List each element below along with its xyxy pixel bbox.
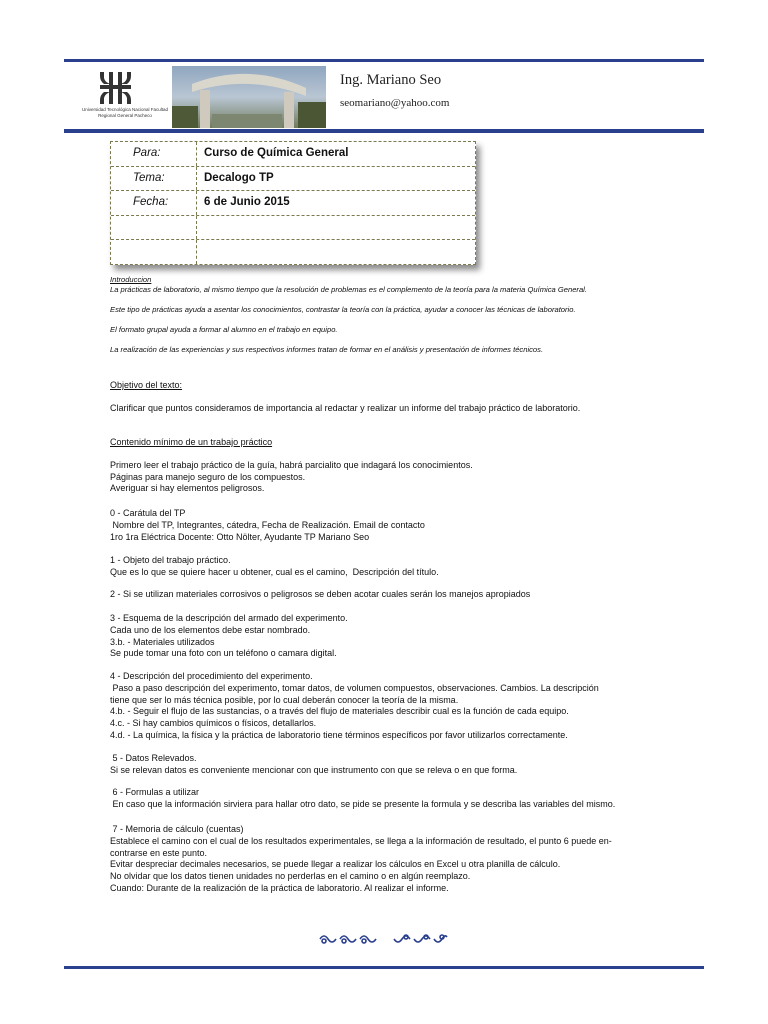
introduction-paragraph: El formato grupal ayuda a formar al alumno en el trabajo en equipo. [110,325,338,334]
section-line: En caso que la información sirviera para hallar otro dato, se pide se presente la formula y se describa las variables del mismo. [110,798,616,809]
section-heading: 6 - Formulas a utilizar [110,787,200,797]
section-5 [110,753,710,777]
section-1 [110,555,710,579]
section-heading: 2 - Si se utilizan materiales corrosivos o peligrosos se deben acotar cuales serán los manejos apropiados [110,589,531,599]
memo-label [111,216,197,240]
section-line: 4.b. - Seguir el flujo de las sustancias, o a través del flujo de materiales describir cual es la función de cada equipo. [110,706,569,717]
author-name: Ing. Mariano Seo [340,72,442,88]
section-line: Que es lo que se quiere hacer u obtener, cual es el camino, Descripción del título. [110,566,439,577]
content-line: Averiguar si hay elementos peligrosos. [110,483,265,494]
section-3 [110,613,710,660]
section-7 [110,824,710,895]
section-heading: 4 - Descripción del procedimiento del experimento. [110,671,313,681]
content-title: Contenido mínimo de un trabajo práctico [110,437,273,447]
section-heading: 1 - Objeto del trabajo práctico. [110,555,231,565]
section-6 [110,787,710,811]
section-line: No olvidar que los datos tienen unidades no perderlas en el camino o en algún reemplazo. [110,871,471,882]
section-line: tiene que ser lo más técnica posible, por lo cual deberán conocer la teoría de la misma. [110,694,459,705]
section-heading: 3 - Esquema de la descripción del armado del experimento. [110,613,348,623]
section-line: contrarse en este punto. [110,847,208,858]
content-line: Primero leer el trabajo práctico de la guía, habrá parcialito que indagará los conocimientos. [110,459,473,470]
memo-value: Decalogo TP [204,171,274,184]
section-line: Cuando: Durante de la realización de la práctica de laboratorio. Al realizar el informe. [110,882,449,893]
memo-label: Fecha: [111,191,197,215]
section-line: Evitar despreciar decimales necesarios, se puede llegar a realizar los cálculos en Excel u otra planilla de cálculo. [110,859,561,870]
scroll-ornament-icon [318,932,448,946]
building-photo-image [172,66,326,128]
section-line: Establece el camino con el cual de los resultados experimentales, se llega a la información de resultado, el punto 6 puede en- [110,835,612,846]
utn-logo-icon [78,68,168,108]
section-line: 4.d. - La química, la física y la práctica de laboratorio tiene términos específicos por favor utilizarlos correctamente. [110,729,568,740]
memo-label: Para: [111,142,197,166]
footer-ornament [318,932,448,949]
section-line: Si se relevan datos es conveniente mencionar con que instrumento con que se releva o en que forma. [110,764,518,775]
memo-row-para [111,142,475,167]
memo-row-fecha [111,191,475,216]
section-2 [110,589,710,601]
content-section [110,437,710,495]
section-heading: 5 - Datos Relevados. [110,753,197,763]
memo-row-tema [111,167,475,192]
footer-rule [64,966,704,969]
section-line: Paso a paso descripción del experimento, tomar datos, de volumen compuestos, observaciones. Cambios. La descripción [110,682,599,693]
section-line: Nombre del TP, Integrantes, cátedra, Fecha de Realización. Email de contacto [110,519,425,530]
memo-label: Tema: [111,167,197,191]
introduction-paragraph: La realización de las experiencias y sus respectivos informes tratan de formar en el análisis y presentación de informes técnicos. [110,345,544,354]
memo-row-empty [111,216,475,241]
building-photo [172,66,326,128]
section-line: 1ro 1ra Eléctrica Docente: Otto Nölter, Ayudante TP Mariano Seo [110,531,370,542]
section-line: 4.c. - Si hay cambios químicos o físicos, detallarlos. [110,718,317,729]
header-top-rule [64,59,704,62]
author-email: seomariano@yahoo.com [340,97,450,109]
section-line: 3.b. - Materiales utilizados [110,636,215,647]
introduction-title: Introduccion [110,275,152,284]
institution-name: Universidad Tecnológica Nacional Facultad Regional General Pacheco [82,107,168,118]
memo-value [197,216,475,240]
section-4 [110,671,710,742]
memo-row-empty [111,240,475,264]
memo-value: 6 de Junio 2015 [204,196,290,209]
section-line: Cada uno de los elementos debe estar nombrado. [110,624,311,635]
header-bottom-rule [64,129,704,133]
memo-label [111,240,197,264]
section-heading: 0 - Carátula del TP [110,508,186,518]
objective-text: Clarificar que puntos consideramos de importancia al redactar y realizar un informe del trabajo práctico de laboratorio. [110,402,581,413]
memo-value [197,240,475,264]
section-0 [110,508,710,543]
content-line: Páginas para manejo seguro de los compuestos. [110,471,306,482]
memo-value: Curso de Química General [204,147,349,159]
memo-table [110,141,476,265]
introduction-section [110,275,710,355]
introduction-paragraph: Este tipo de prácticas ayuda a asentar los conocimientos, contrastar la teoría con la práctica, ayudar a conocer las técnicas de laboratorio. [110,305,576,314]
section-line: Se pude tomar una foto con un teléfono o camara digital. [110,648,337,659]
objective-section [110,380,710,415]
introduction-paragraph: La prácticas de laboratorio, al mismo tiempo que la resolución de problemas es el complemento de la teoría para la materia Química General. [110,285,587,294]
objective-title: Objetivo del texto: [110,380,183,390]
section-heading: 7 - Memoria de cálculo (cuentas) [110,824,244,834]
